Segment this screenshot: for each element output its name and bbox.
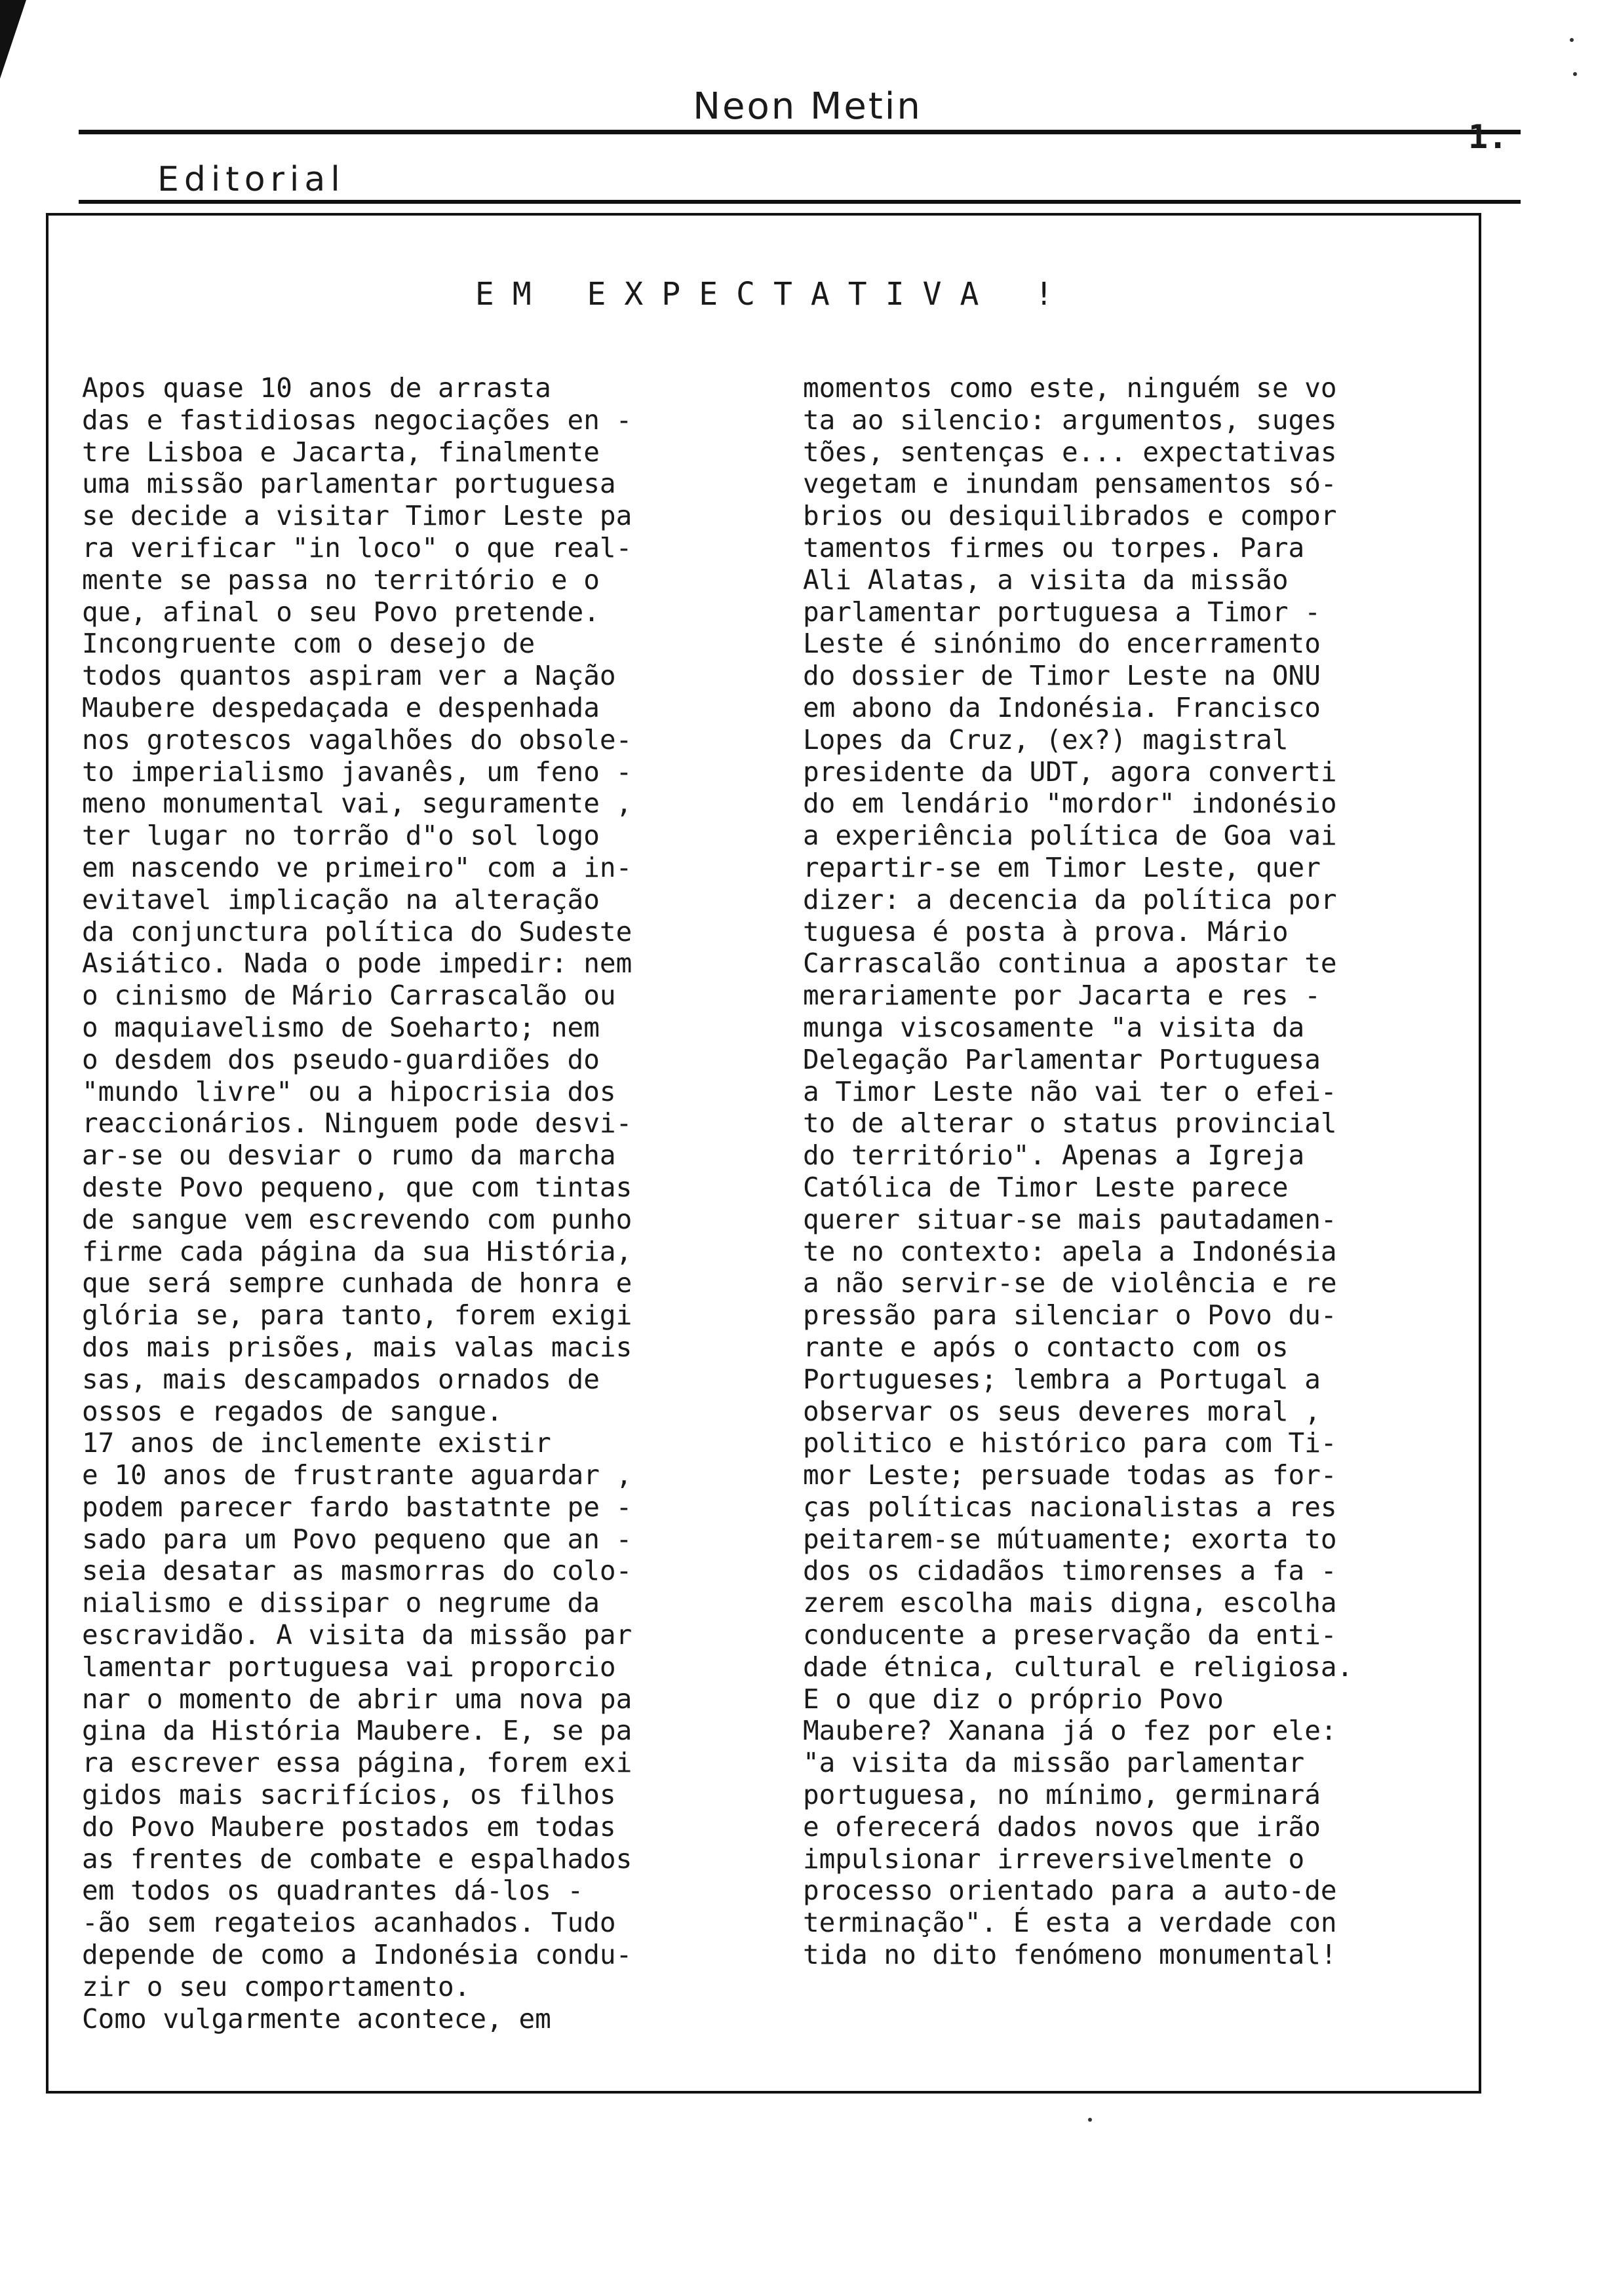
text-line: o maquiavelismo de Soeharto; nem (82, 1011, 600, 1043)
text-line: sas, mais descampados ornados de (82, 1363, 600, 1395)
text-line: do Povo Maubere postados em todas (82, 1810, 616, 1843)
text-line: reaccionários. Ninguem pode desvi- (82, 1107, 632, 1139)
text-line: observar os seus deveres moral , (803, 1395, 1321, 1427)
text-line: portuguesa, no mínimo, germinará (803, 1779, 1321, 1811)
section-label: Editorial (157, 160, 345, 199)
text-line: lamentar portuguesa vai proporcio (82, 1651, 616, 1683)
text-line: Delegação Parlamentar Portuguesa (803, 1043, 1321, 1075)
text-line: seia desatar as masmorras do colo- (82, 1555, 632, 1587)
text-line: mor Leste; persuade todas as for- (803, 1459, 1337, 1491)
text-line: querer situar-se mais pautadamen- (803, 1203, 1337, 1235)
text-line: firme cada página da sua História, (82, 1235, 632, 1267)
text-line: Lopes da Cruz, (ex?) magistral (803, 723, 1289, 756)
text-line: em todos os quadrantes dá-los - (82, 1875, 584, 1907)
text-line: nialismo e dissipar o negrume da (82, 1587, 600, 1619)
text-line: 17 anos de inclemente existir (82, 1427, 551, 1459)
text-line: em abono da Indonésia. Francisco (803, 691, 1321, 723)
text-line: a experiência política de Goa vai (803, 820, 1337, 852)
text-line: da conjunctura política do Sudeste (82, 915, 632, 947)
text-line: dos mais prisões, mais valas macis (82, 1331, 632, 1363)
text-line: terminação". É esta a verdade con (803, 1907, 1337, 1939)
text-line: que, afinal o seu Povo pretende. (82, 596, 600, 628)
text-line: a não servir-se de violência e re (803, 1267, 1337, 1299)
scan-speck (1088, 2118, 1092, 2122)
article-column-left (82, 372, 783, 2035)
text-line: zir o seu comportamento. (82, 1970, 471, 2002)
text-line: escravidão. A visita da missão par (82, 1619, 632, 1651)
text-line: que será sempre cunhada de honra e (82, 1267, 632, 1299)
text-line: sado para um Povo pequeno que an - (82, 1523, 632, 1555)
text-line: te no contexto: apela a Indonésia (803, 1235, 1337, 1267)
text-line: depende de como a Indonésia condu- (82, 1939, 632, 1971)
text-line: Católica de Timor Leste parece (803, 1171, 1289, 1203)
text-line: uma missão parlamentar portuguesa (82, 468, 616, 500)
text-line: do em lendário "mordor" indonésio (803, 788, 1337, 820)
text-line: deste Povo pequeno, que com tintas (82, 1171, 632, 1203)
text-line: nar o momento de abrir uma nova pa (82, 1683, 632, 1715)
text-line: munga viscosamente "a visita da (803, 1011, 1305, 1043)
text-line: Maubere? Xanana já o fez por ele: (803, 1715, 1337, 1747)
text-line: Apos quase 10 anos de arrasta (82, 372, 551, 404)
page-number: 1. (1468, 118, 1508, 156)
text-line: e 10 anos de frustrante aguardar , (82, 1459, 632, 1491)
text-line: Portugueses; lembra a Portugal a (803, 1363, 1321, 1395)
text-line: glória se, para tanto, forem exigi (82, 1299, 632, 1331)
text-line: to imperialismo javanês, um feno - (82, 756, 632, 788)
text-line: ta ao silencio: argumentos, suges (803, 404, 1337, 436)
text-line: tre Lisboa e Jacarta, finalmente (82, 436, 600, 468)
text-line: Carrascalão continua a apostar te (803, 947, 1337, 980)
scan-corner-mark (0, 0, 26, 79)
text-line: tuguesa é posta à prova. Mário (803, 915, 1289, 947)
text-line: pressão para silenciar o Povo du- (803, 1299, 1337, 1331)
text-line: nos grotescos vagalhões do obsole- (82, 723, 632, 756)
text-line: conducente a preservação da enti- (803, 1619, 1337, 1651)
text-line: meno monumental vai, seguramente , (82, 788, 632, 820)
text-line: "mundo livre" ou a hipocrisia dos (82, 1075, 616, 1107)
text-line: politico e histórico para com Ti- (803, 1427, 1337, 1459)
text-line: todos quantos aspiram ver a Nação (82, 660, 616, 692)
text-line: tamentos firmes ou torpes. Para (803, 531, 1305, 564)
text-line: E o que diz o próprio Povo (803, 1683, 1224, 1715)
text-line: rante e após o contacto com os (803, 1331, 1289, 1363)
text-line: ças políticas nacionalistas a res (803, 1491, 1337, 1523)
text-line: merariamente por Jacarta e res - (803, 980, 1321, 1012)
text-line: zerem escolha mais digna, escolha (803, 1587, 1337, 1619)
text-line: -ão sem regateios acanhados. Tudo (82, 1907, 616, 1939)
article-title: EM EXPECTATIVA ! (475, 276, 1072, 313)
text-line: brios ou desiquilibrados e compor (803, 500, 1337, 532)
text-line: em nascendo ve primeiro" com a in- (82, 851, 632, 883)
text-line: impulsionar irreversivelmente o (803, 1843, 1305, 1875)
text-line: gina da História Maubere. E, se pa (82, 1715, 632, 1747)
text-line: a Timor Leste não vai ter o efei- (803, 1075, 1337, 1107)
text-line: to de alterar o status provincial (803, 1107, 1337, 1139)
text-line: o desdem dos pseudo-guardiões do (82, 1043, 600, 1075)
text-line: Leste é sinónimo do encerramento (803, 628, 1321, 660)
text-line: vegetam e inundam pensamentos só- (803, 468, 1337, 500)
text-line: "a visita da missão parlamentar (803, 1747, 1305, 1779)
article-column-right (803, 372, 1478, 1971)
text-line: gidos mais sacrifícios, os filhos (82, 1779, 616, 1811)
text-line: podem parecer fardo bastatnte pe - (82, 1491, 632, 1523)
text-line: parlamentar portuguesa a Timor - (803, 596, 1321, 628)
text-line: Ali Alatas, a visita da missão (803, 564, 1289, 596)
text-line: momentos como este, ninguém se vo (803, 372, 1337, 404)
text-line: peitarem-se mútuamente; exorta to (803, 1523, 1337, 1555)
text-line: Como vulgarmente acontece, em (82, 2002, 551, 2035)
text-line: processo orientado para a auto-de (803, 1875, 1337, 1907)
text-line: ar-se ou desviar o rumo da marcha (82, 1139, 616, 1172)
masthead-rule (79, 130, 1521, 134)
text-line: presidente da UDT, agora converti (803, 756, 1337, 788)
text-line: repartir-se em Timor Leste, quer (803, 851, 1321, 883)
text-line: tida no dito fenómeno monumental! (803, 1939, 1337, 1971)
text-line: dizer: a decencia da política por (803, 883, 1337, 915)
scan-speck (1573, 72, 1577, 76)
text-line: ossos e regados de sangue. (82, 1395, 503, 1427)
text-line: Incongruente com o desejo de (82, 628, 535, 660)
text-line: evitavel implicação na alteração (82, 883, 600, 915)
text-line: ra escrever essa página, forem exi (82, 1747, 632, 1779)
text-line: das e fastidiosas negociações en - (82, 404, 632, 436)
text-line: ter lugar no torrão d"o sol logo (82, 820, 600, 852)
text-line: dos os cidadãos timorenses a fa - (803, 1555, 1337, 1587)
text-line: ra verificar "in loco" o que real- (82, 531, 632, 564)
text-line: as frentes de combate e espalhados (82, 1843, 632, 1875)
text-line: tões, sentenças e... expectativas (803, 436, 1337, 468)
section-rule (79, 200, 1521, 204)
text-line: do dossier de Timor Leste na ONU (803, 660, 1321, 692)
text-line: se decide a visitar Timor Leste pa (82, 500, 632, 532)
text-line: e oferecerá dados novos que irão (803, 1810, 1321, 1843)
text-line: dade étnica, cultural e religiosa. (803, 1651, 1353, 1683)
text-line: o cinismo de Mário Carrascalão ou (82, 980, 616, 1012)
text-line: Asiático. Nada o pode impedir: nem (82, 947, 632, 980)
text-line: de sangue vem escrevendo com punho (82, 1203, 632, 1235)
text-line: Maubere despedaçada e despenhada (82, 691, 600, 723)
scan-speck (1570, 38, 1574, 42)
publication-title: Neon Metin (693, 85, 922, 128)
text-line: mente se passa no território e o (82, 564, 600, 596)
text-line: do território". Apenas a Igreja (803, 1139, 1305, 1172)
